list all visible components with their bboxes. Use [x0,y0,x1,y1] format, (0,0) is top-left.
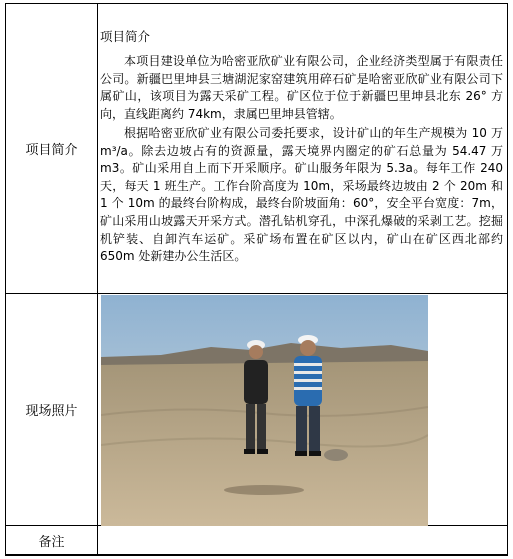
site-photo-illustration [101,295,428,526]
photo-row [6,294,507,526]
intro-content [98,4,507,293]
remark-row [6,526,507,555]
photo-content [98,294,507,525]
remark-content [98,526,507,555]
intro-label: 项目简介 [6,4,98,293]
remark-label: 备注 [6,526,98,555]
bottom-rule [5,555,508,556]
intro-paragraph-1: 本项目建设单位为哈密亚欣矿业有限公司，企业经济类型属于有限责任公司。新疆巴里坤县三塘湖泥家窑建筑用碎石矿是哈密亚欣矿业有限公司下属矿山，该项目为露天采矿工程。矿区位于位于新疆巴里坤县北东 26° 方向，直线距离约 74km，隶属巴里坤县管辖。 [100,54,503,121]
project-table [5,3,508,555]
rock [324,449,348,461]
site-photo [101,295,428,526]
intro-paragraph-2: 根据哈密亚欣矿业有限公司委托要求，设计矿山的年生产规模为 10 万 m³/a。除去边坡占有的资源量，露天境界内圈定的矿石总量为 54.47 万 m3。矿山采用自上而下开采顺序。矿山服务年限为 5.3a。每年工作 240 天，每天 1 班生产。工作台阶高度为 10m，采场最终边坡由 2 个 20m 和 1 个 10m 的最终台阶构成，最终台阶坡面角：60°，安全平台宽度：7m，矿山采用山坡露天开采方式。潜孔钻机穿孔，中深孔爆破的采剥工艺。挖掘机铲装、自卸汽车运矿。采矿场布置在矿区以内，矿山在矿区西北部约 650m 处新建办公生活区。 [100,126,503,264]
photo-label: 现场照片 [6,294,98,525]
intro-row [6,4,507,294]
intro-heading: 项目简介 [100,29,151,44]
